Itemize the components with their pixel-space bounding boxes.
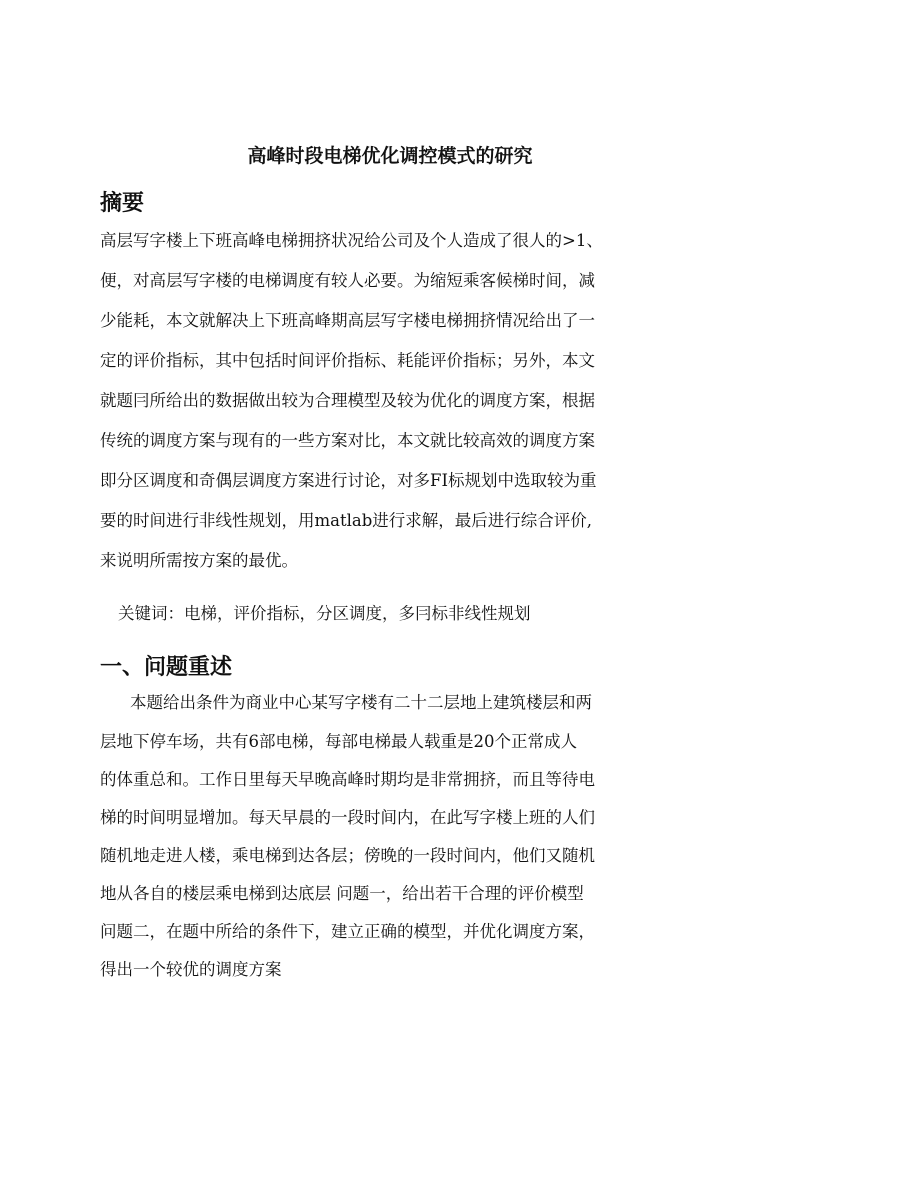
problem-line: 随机地走进人楼，乘电梯到达各层；傍晚的一段时间内，他们又随机: [100, 846, 595, 865]
abstract-heading: 摘要: [100, 191, 145, 216]
keywords-line: 关键词：电梯，评价指标，分区调度，多冃标非线性规划: [118, 604, 531, 623]
abstract-line: 便，对高层写字楼的电梯调度有较人必要。为缩短乘客候梯时间，减: [100, 271, 595, 290]
problem-line: 层地下停车场，共有6部电梯，每部电梯最人载重是20个正常成人: [100, 732, 577, 751]
problem-line: 的体重总和。工作日里每天早晚高峰时期均是非常拥挤，而且等待电: [100, 770, 595, 789]
abstract-line: 即分区调度和奇偶层调度方案进行讨论，对多FI标规划中选取较为重: [100, 471, 597, 490]
abstract-line: 定的评价指标，其中包括时间评价指标、耗能评价指标；另外，本文: [100, 351, 595, 370]
problem-line: 梯的时间明显增加。每天早晨的一段时间内，在此写字楼上班的人们: [100, 808, 595, 827]
problem-line: 问题二，在题中所给的条件下，建立正确的模型，并优化调度方案，: [100, 922, 595, 941]
abstract-line: 就题冃所给出的数据做出较为合理模型及较为优化的调度方案，根据: [100, 391, 595, 410]
abstract-line: 传统的调度方案与现有的一些方案对比，本文就比较高效的调度方案: [100, 431, 595, 450]
problem-line: 地从各自的楼层乘电梯到达底层 问题一，给出若干合理的评价模型: [100, 884, 584, 903]
problem-line: 本题给出条件为商业中心某写字楼有二十二层地上建筑楼层和两: [130, 693, 592, 712]
abstract-line: 要的时间进行非线性规划，用matlab进行求解，最后进行综合评价,: [100, 511, 593, 530]
problem-restatement-heading: 一、问题重述: [100, 655, 233, 680]
abstract-line: 高层写字楼上下班高峰电梯拥挤状况给公司及个人造成了很人的>1、: [100, 231, 603, 250]
abstract-line: 少能耗，本文就解决上下班高峰期高层写字楼电梯拥挤情况给出了一: [100, 311, 595, 330]
document-title: 高峰时段电梯优化调控模式的研究: [247, 145, 533, 167]
problem-line: 得出一个较优的调度方案: [100, 960, 282, 979]
abstract-line: 来说明所需按方案的最优。: [100, 551, 298, 570]
